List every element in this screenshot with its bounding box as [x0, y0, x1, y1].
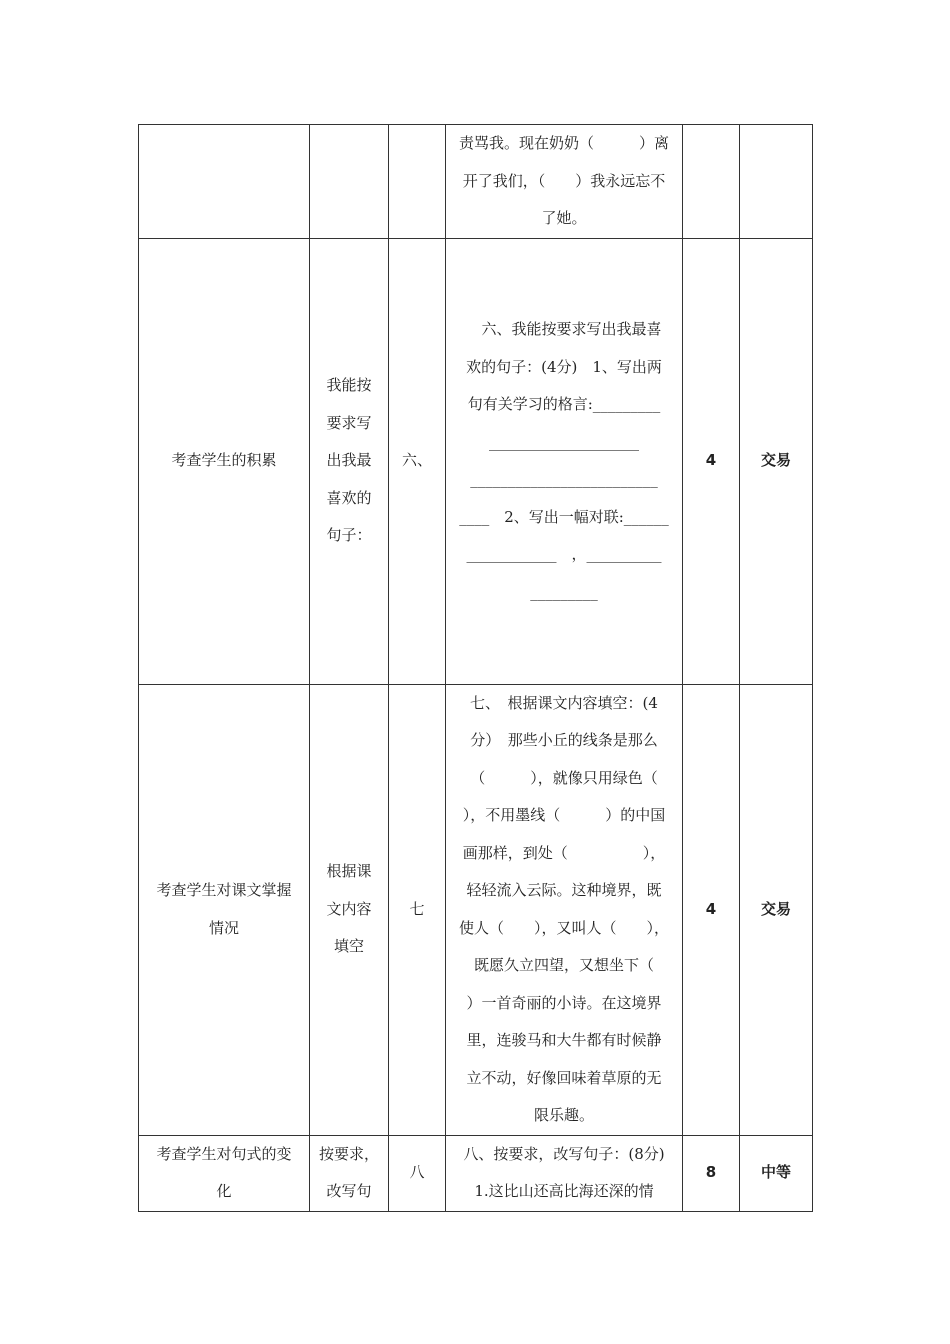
question-line: 欢的句子：(4分) 1、写出两 — [466, 357, 662, 376]
content-line: 根据课 — [326, 862, 372, 881]
question-line: 既愿久立四望，又想坐下（ — [473, 956, 654, 974]
question-line: 八、按要求，改写句子：(8分) — [463, 1144, 665, 1163]
question-line: ____________________ — [489, 432, 639, 451]
table-row — [139, 125, 813, 239]
difficulty-cell: 交易 — [740, 238, 813, 684]
question-line: 1.这比山还高比海还深的情 — [474, 1182, 654, 1200]
question-line: 使人（ ），又叫人（ ）， — [458, 918, 669, 937]
question-line: ），不用墨线（ ）的中国 — [462, 806, 666, 824]
question-line: 立不动，好像回味着草原的无 — [466, 1068, 662, 1087]
question-line: ____ 2、写出一幅对联:______ — [459, 507, 669, 526]
table-row — [139, 238, 813, 684]
purpose-cell — [139, 125, 310, 239]
question-line: 里，连骏马和大牛都有时候静 — [466, 1031, 662, 1049]
question-line: 限乐趣。 — [533, 1106, 594, 1124]
content-line: 句子： — [326, 526, 372, 545]
score-cell — [683, 125, 740, 239]
content-cell — [310, 125, 389, 239]
content-line: 文内容 — [326, 899, 372, 918]
question-line: 了她。 — [541, 209, 587, 227]
score-cell: 8 — [683, 1135, 740, 1211]
content-cell — [310, 238, 389, 684]
content-cell — [310, 1135, 389, 1211]
score-cell: 4 — [683, 238, 740, 684]
question-line: 画那样，到处（ ）， — [462, 843, 666, 862]
purpose-line: 情况 — [208, 918, 239, 937]
purpose-cell: 考查学生的积累 — [139, 238, 310, 684]
number-cell: 八 — [389, 1135, 446, 1211]
purpose-line: 考查学生对句式的变 — [156, 1144, 292, 1163]
question-cell — [446, 125, 683, 239]
difficulty-cell: 中等 — [740, 1135, 813, 1211]
question-line: ）一首奇丽的小诗。在这境界 — [466, 993, 662, 1012]
question-cell — [446, 238, 683, 684]
exam-analysis-table — [138, 124, 813, 1212]
content-line: 我能按 — [326, 376, 372, 395]
difficulty-cell: 交易 — [740, 684, 813, 1135]
content-line: 出我最 — [326, 451, 372, 470]
number-cell — [389, 125, 446, 239]
question-line: 句有关学习的格言:_________ — [467, 395, 661, 413]
purpose-line: 化 — [216, 1182, 232, 1200]
content-line: 要求写 — [326, 413, 372, 432]
question-line: ____________ ，__________ — [466, 545, 662, 563]
purpose-cell — [139, 1135, 310, 1211]
number-cell: 七 — [389, 684, 446, 1135]
table-row — [139, 684, 813, 1135]
question-line: _________ — [530, 582, 598, 601]
content-line: 改写句 — [326, 1182, 372, 1200]
question-line: 分） 那些小丘的线条是那么 — [470, 731, 658, 749]
purpose-cell — [139, 684, 310, 1135]
score-cell: 4 — [683, 684, 740, 1135]
question-line: _________________________ — [470, 470, 658, 488]
content-line: 填空 — [333, 937, 364, 956]
question-cell — [446, 684, 683, 1135]
table-row — [139, 1135, 813, 1211]
question-line: 轻轻流入云际。这种境界，既 — [466, 881, 662, 899]
question-line: 责骂我。现在奶奶（ ）离 — [458, 134, 669, 152]
content-line: 按要求， — [318, 1144, 379, 1163]
content-line: 喜欢的 — [326, 488, 372, 507]
number-cell: 六、 — [389, 238, 446, 684]
difficulty-cell — [740, 125, 813, 239]
purpose-line: 考查学生对课文掌握 — [156, 881, 292, 899]
question-line: 七、 根据课文内容填空：(4 — [470, 693, 658, 712]
question-line: （ ），就像只用绿色（ — [470, 768, 658, 787]
question-line: 开了我们，（ ）我永远忘不 — [462, 171, 666, 190]
question-line: 六、我能按要求写出我最喜 — [466, 320, 662, 338]
question-cell — [446, 1135, 683, 1211]
content-cell — [310, 684, 389, 1135]
